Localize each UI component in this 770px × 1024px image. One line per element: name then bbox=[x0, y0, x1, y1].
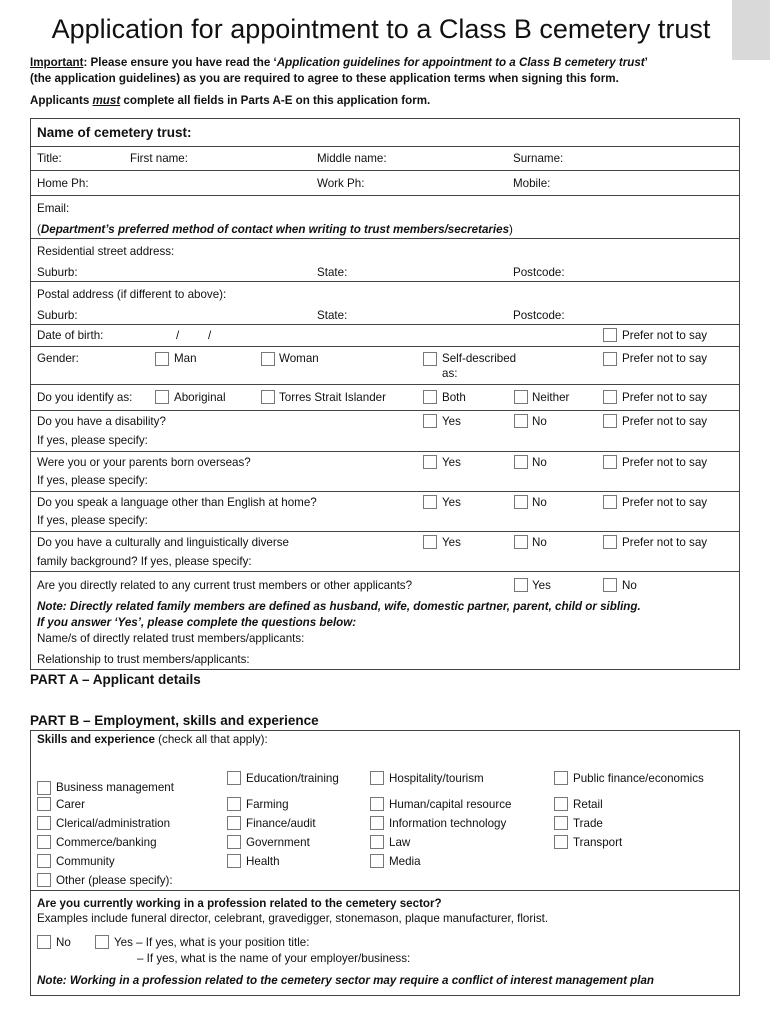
disability-no-checkbox[interactable] bbox=[514, 414, 528, 428]
self-described-label: Self-described bbox=[442, 352, 517, 365]
torres-strait-checkbox[interactable] bbox=[261, 390, 275, 404]
prefer-not-label: Prefer not to say bbox=[622, 496, 708, 509]
aboriginal-label: Aboriginal bbox=[174, 391, 226, 404]
middle-name-field[interactable]: Middle name: bbox=[317, 152, 387, 165]
email-row bbox=[31, 195, 739, 238]
skill-label: Retail bbox=[573, 798, 603, 811]
postal-suburb-field[interactable]: Suburb: bbox=[37, 309, 78, 322]
skill-label: Education/training bbox=[246, 772, 339, 785]
dob-prefer-not-checkbox[interactable] bbox=[603, 328, 617, 342]
skill-label: Health bbox=[246, 855, 280, 868]
language-yes-checkbox[interactable] bbox=[423, 495, 437, 509]
skill-community-checkbox[interactable] bbox=[37, 854, 51, 868]
skill-label: Farming bbox=[246, 798, 289, 811]
man-label: Man bbox=[174, 352, 197, 365]
first-name-field[interactable]: First name: bbox=[130, 152, 188, 165]
cald-no-checkbox[interactable] bbox=[514, 535, 528, 549]
disability-prefer-not-checkbox[interactable] bbox=[603, 414, 617, 428]
skill-health-checkbox[interactable] bbox=[227, 854, 241, 868]
disability-specify-field[interactable]: If yes, please specify: bbox=[37, 434, 148, 447]
yes-label: Yes bbox=[442, 415, 461, 428]
related-yes-checkbox[interactable] bbox=[514, 578, 528, 592]
language-specify-field[interactable]: If yes, please specify: bbox=[37, 514, 148, 527]
disability-row bbox=[31, 410, 739, 451]
conflict-note: Note: Working in a profession related to the cemetery sector may require a conflict of interest management plan bbox=[37, 974, 654, 987]
res-state-field[interactable]: State: bbox=[317, 266, 348, 279]
home-phone-field[interactable]: Home Ph: bbox=[37, 177, 89, 190]
part-b-heading: PART B – Employment, skills and experience bbox=[30, 713, 319, 728]
both-label: Both bbox=[442, 391, 466, 404]
dob-separator: / bbox=[208, 329, 212, 342]
working-yes-checkbox[interactable] bbox=[95, 935, 109, 949]
title-field[interactable]: Title: bbox=[37, 152, 62, 165]
skill-trade-checkbox[interactable] bbox=[554, 816, 568, 830]
yes-label: Yes bbox=[442, 496, 461, 509]
postal-postcode-field[interactable]: Postcode: bbox=[513, 309, 565, 322]
language-no-checkbox[interactable] bbox=[514, 495, 528, 509]
overseas-prefer-not-checkbox[interactable] bbox=[603, 455, 617, 469]
skill-hospitality-checkbox[interactable] bbox=[370, 771, 384, 785]
name-row bbox=[31, 146, 739, 170]
skill-public-finance-checkbox[interactable] bbox=[554, 771, 568, 785]
identify-prefer-not-checkbox[interactable] bbox=[603, 390, 617, 404]
cald-prefer-not-checkbox[interactable] bbox=[603, 535, 617, 549]
part-b-form bbox=[30, 730, 740, 996]
trust-name-row[interactable] bbox=[31, 119, 739, 146]
skill-government-checkbox[interactable] bbox=[227, 835, 241, 849]
self-described-label: as: bbox=[442, 367, 458, 380]
yes-label: Yes bbox=[442, 456, 461, 469]
no-label: No bbox=[532, 456, 547, 469]
skill-retail-checkbox[interactable] bbox=[554, 797, 568, 811]
skill-label: Hospitality/tourism bbox=[389, 772, 484, 785]
related-names-field[interactable]: Name/s of directly related trust members/applicants: bbox=[37, 632, 305, 645]
postal-state-field[interactable]: State: bbox=[317, 309, 348, 322]
prefer-not-label: Prefer not to say bbox=[622, 415, 708, 428]
related-question: Are you directly related to any current trust members or other applicants? bbox=[37, 579, 413, 592]
woman-label: Woman bbox=[279, 352, 319, 365]
neither-label: Neither bbox=[532, 391, 570, 404]
email-field[interactable]: Email: bbox=[37, 202, 70, 215]
intro-text: : Please ensure you have read the ‘ bbox=[83, 56, 277, 69]
overseas-no-checkbox[interactable] bbox=[514, 455, 528, 469]
no-label: No bbox=[532, 415, 547, 428]
skill-transport-checkbox[interactable] bbox=[554, 835, 568, 849]
skill-commerce-checkbox[interactable] bbox=[37, 835, 51, 849]
work-phone-field[interactable]: Work Ph: bbox=[317, 177, 365, 190]
cald-specify-field[interactable]: family background? If yes, please specify: bbox=[37, 555, 252, 568]
yes-label: Yes bbox=[442, 536, 461, 549]
prefer-not-label: Prefer not to say bbox=[622, 391, 708, 404]
email-note bbox=[37, 223, 513, 236]
employer-name-field[interactable]: – If yes, what is the name of your employer/business: bbox=[137, 952, 411, 965]
res-postcode-field[interactable]: Postcode: bbox=[513, 266, 565, 279]
residential-address-row bbox=[31, 238, 739, 281]
res-suburb-field[interactable]: Suburb: bbox=[37, 266, 78, 279]
intro-text: Applicants bbox=[30, 94, 93, 107]
skill-label: Human/capital resource bbox=[389, 798, 512, 811]
identify-row bbox=[31, 384, 739, 410]
gender-man-checkbox[interactable] bbox=[155, 352, 169, 366]
gender-woman-checkbox[interactable] bbox=[261, 352, 275, 366]
no-label: No bbox=[532, 496, 547, 509]
overseas-specify-field[interactable]: If yes, please specify: bbox=[37, 474, 148, 487]
working-examples: Examples include funeral director, celebrant, gravedigger, stonemason, plaque manufacturer, florist. bbox=[37, 912, 549, 925]
form-title: Application for appointment to a Class B cemetery trust bbox=[51, 14, 711, 44]
cald-question: Do you have a culturally and linguistically diverse bbox=[37, 536, 289, 549]
skill-label: Community bbox=[56, 855, 115, 868]
cald-yes-checkbox[interactable] bbox=[423, 535, 437, 549]
email-note-text: Department’s preferred method of contact when writing to trust members/secretaries bbox=[40, 223, 510, 236]
overseas-yes-checkbox[interactable] bbox=[423, 455, 437, 469]
residential-address-field[interactable]: Residential street address: bbox=[37, 245, 175, 258]
skill-clerical-checkbox[interactable] bbox=[37, 816, 51, 830]
skill-education-checkbox[interactable] bbox=[227, 771, 241, 785]
disability-question: Do you have a disability? bbox=[37, 415, 166, 428]
dob-separator: / bbox=[176, 329, 180, 342]
postal-address-row bbox=[31, 281, 739, 324]
neither-checkbox[interactable] bbox=[514, 390, 528, 404]
overseas-row bbox=[31, 451, 739, 491]
language-question: Do you speak a language other than English at home? bbox=[37, 496, 317, 509]
gender-label: Gender: bbox=[37, 352, 79, 365]
related-no-checkbox[interactable] bbox=[603, 578, 617, 592]
working-question: Are you currently working in a profession related to the cemetery sector? bbox=[37, 897, 442, 910]
no-label: No bbox=[56, 936, 71, 949]
intro-line-2: (the application guidelines) as you are required to agree to these application terms when signing this form. bbox=[30, 72, 619, 85]
gender-row bbox=[31, 346, 739, 384]
aboriginal-checkbox[interactable] bbox=[155, 390, 169, 404]
mobile-field[interactable]: Mobile: bbox=[513, 177, 551, 190]
torres-strait-label: Torres Strait Islander bbox=[279, 391, 386, 404]
prefer-not-label: Prefer not to say bbox=[622, 536, 708, 549]
part-a-form bbox=[30, 118, 740, 670]
position-title-field[interactable]: Yes – If yes, what is your position title: bbox=[114, 936, 310, 949]
dob-field[interactable]: Date of birth: bbox=[37, 329, 104, 342]
phone-row bbox=[31, 170, 739, 195]
skill-label: Clerical/administration bbox=[56, 817, 171, 830]
part-a-heading: PART A – Applicant details bbox=[30, 672, 201, 687]
skill-business-management-checkbox[interactable] bbox=[37, 781, 51, 795]
related-row bbox=[31, 571, 739, 670]
no-label: No bbox=[532, 536, 547, 549]
yes-label: Yes bbox=[532, 579, 551, 592]
important-word: Important bbox=[30, 56, 84, 69]
skills-hint: (check all that apply): bbox=[154, 733, 268, 746]
gender-prefer-not-checkbox[interactable] bbox=[603, 352, 617, 366]
skill-label: Finance/audit bbox=[246, 817, 316, 830]
skill-it-checkbox[interactable] bbox=[370, 816, 384, 830]
language-prefer-not-checkbox[interactable] bbox=[603, 495, 617, 509]
related-instruction: If you answer ‘Yes’, please complete the questions below: bbox=[37, 616, 357, 629]
intro-text: complete all fields in Parts A-E on this application form. bbox=[120, 94, 431, 107]
related-note: Note: Directly related family members are defined as husband, wife, domestic partner, parent, child or sibling. bbox=[37, 600, 641, 613]
prefer-not-label: Prefer not to say bbox=[622, 456, 708, 469]
disability-yes-checkbox[interactable] bbox=[423, 414, 437, 428]
skill-farming-checkbox[interactable] bbox=[227, 797, 241, 811]
both-checkbox[interactable] bbox=[423, 390, 437, 404]
skill-other-field[interactable]: Other (please specify): bbox=[56, 874, 173, 887]
intro-must bbox=[30, 93, 430, 109]
dob-row bbox=[31, 324, 739, 346]
overseas-question: Were you or your parents born overseas? bbox=[37, 456, 251, 469]
skill-finance-checkbox[interactable] bbox=[227, 816, 241, 830]
prefer-not-label: Prefer not to say bbox=[622, 329, 708, 342]
identify-label: Do you identify as: bbox=[37, 391, 133, 404]
gender-self-described-checkbox[interactable] bbox=[423, 352, 437, 366]
must-word: must bbox=[92, 94, 121, 107]
skill-label: Carer bbox=[56, 798, 85, 811]
skill-label: Trade bbox=[573, 817, 603, 830]
skill-media-checkbox[interactable] bbox=[370, 854, 384, 868]
skills-label-bold: Skills and experience bbox=[37, 733, 155, 746]
divider bbox=[31, 890, 739, 891]
skill-label: Commerce/banking bbox=[56, 836, 157, 849]
related-relationship-field[interactable]: Relationship to trust members/applicants: bbox=[37, 653, 250, 666]
email-note-close: ) bbox=[509, 223, 513, 236]
skill-label: Transport bbox=[573, 836, 623, 849]
intro-important bbox=[30, 55, 648, 71]
skill-law-checkbox[interactable] bbox=[370, 835, 384, 849]
intro-text: ’ bbox=[644, 56, 648, 69]
cald-row bbox=[31, 531, 739, 571]
skill-carer-checkbox[interactable] bbox=[37, 797, 51, 811]
skills-label bbox=[37, 733, 268, 746]
email-note-open: ( bbox=[37, 223, 41, 236]
postal-address-field[interactable]: Postal address (if different to above): bbox=[37, 288, 227, 301]
language-row bbox=[31, 491, 739, 531]
trust-name-label: Name of cemetery trust: bbox=[37, 125, 192, 140]
skill-label: Information technology bbox=[389, 817, 507, 830]
skill-label: Media bbox=[389, 855, 421, 868]
surname-field[interactable]: Surname: bbox=[513, 152, 564, 165]
skill-label: Government bbox=[246, 836, 310, 849]
skill-other-checkbox[interactable] bbox=[37, 873, 51, 887]
skill-label: Public finance/economics bbox=[573, 772, 704, 785]
skill-human-resource-checkbox[interactable] bbox=[370, 797, 384, 811]
working-no-checkbox[interactable] bbox=[37, 935, 51, 949]
no-label: No bbox=[622, 579, 637, 592]
skill-label: Law bbox=[389, 836, 411, 849]
guidelines-title: Application guidelines for appointment to a Class B cemetery trust bbox=[276, 56, 645, 69]
skill-label: Business management bbox=[56, 781, 174, 794]
prefer-not-label: Prefer not to say bbox=[622, 352, 708, 365]
